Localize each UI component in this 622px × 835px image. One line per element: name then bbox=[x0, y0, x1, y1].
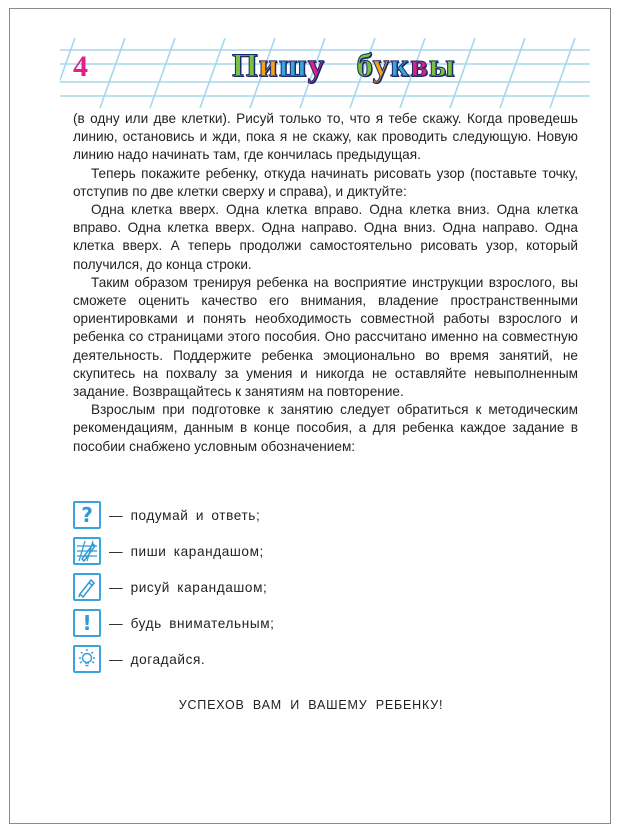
pencil-drawing-icon bbox=[73, 573, 101, 601]
legend-item bbox=[73, 644, 275, 674]
lightbulb-icon bbox=[73, 645, 101, 673]
paragraph: Теперь покажите ребенку, откуда начинать рисовать узор (поставьте точку, отступив по две клетки сверху и справа), и диктуйте: bbox=[73, 165, 578, 199]
legend-label: — подумай и ответь; bbox=[109, 507, 261, 523]
question-icon: ? bbox=[73, 501, 101, 529]
page-number: 4 bbox=[73, 50, 88, 83]
pencil-writing-icon bbox=[73, 537, 101, 565]
exclamation-icon: ! bbox=[73, 609, 101, 637]
legend-label: — будь внимательным; bbox=[109, 615, 275, 631]
closing-message: УСПЕХОВ ВАМ И ВАШЕМУ РЕБЕНКУ! bbox=[178, 698, 444, 712]
instructions-text bbox=[73, 110, 578, 456]
legend-label: — догадайся. bbox=[109, 651, 206, 667]
paragraph: (в одну или две клетки). Рисуй только то, что я тебе скажу. Когда проведешь линию, остановись и жди, пока я не скажу, как проводить следующую. Новую линию надо начинать там, где кончилась предыдущая. bbox=[73, 111, 578, 163]
title-word-1: Пишу bbox=[232, 48, 326, 84]
page-title bbox=[232, 50, 456, 83]
legend-label: — пиши карандашом; bbox=[109, 543, 264, 559]
paragraph: Взрослым при подготовке к занятию следует обратиться к методическим рекомендациям, данным в конце пособия, а для ребенка каждое задание в пособии снабжено условным обозначением: bbox=[73, 402, 578, 454]
paragraph: Одна клетка вверх. Одна клетка вправо. Одна клетка вниз. Одна клетка вправо. Одна клетка вверх. Одна направо. Одна вниз. Одна направо. Одна клетка вверх. А теперь продолжи самостоятельно рисовать узор, который получился, до конца строки. bbox=[73, 202, 578, 272]
legend-item bbox=[73, 572, 275, 602]
legend-item bbox=[73, 500, 275, 530]
legend-item bbox=[73, 536, 275, 566]
legend-label: — рисуй карандашом; bbox=[109, 579, 268, 595]
symbol-legend bbox=[73, 500, 275, 680]
title-word-2: буквы bbox=[356, 48, 456, 84]
legend-item bbox=[73, 608, 275, 638]
paragraph: Таким образом тренируя ребенка на восприятие инструкции взрослого, вы сможете оценить качество его внимания, владение пространственными ориентировками и понять необходимость совместной работы взрослого и ребенка со страницами этого пособия. Оно рассчитано именно на совместную деятельность. Поддержите ребенка эмоционально во время занятий, не скупитесь на похвалу за умения и никогда не оставляйте невыполненным задание. Возвращайтесь к занятиям на повторение. bbox=[73, 274, 578, 400]
